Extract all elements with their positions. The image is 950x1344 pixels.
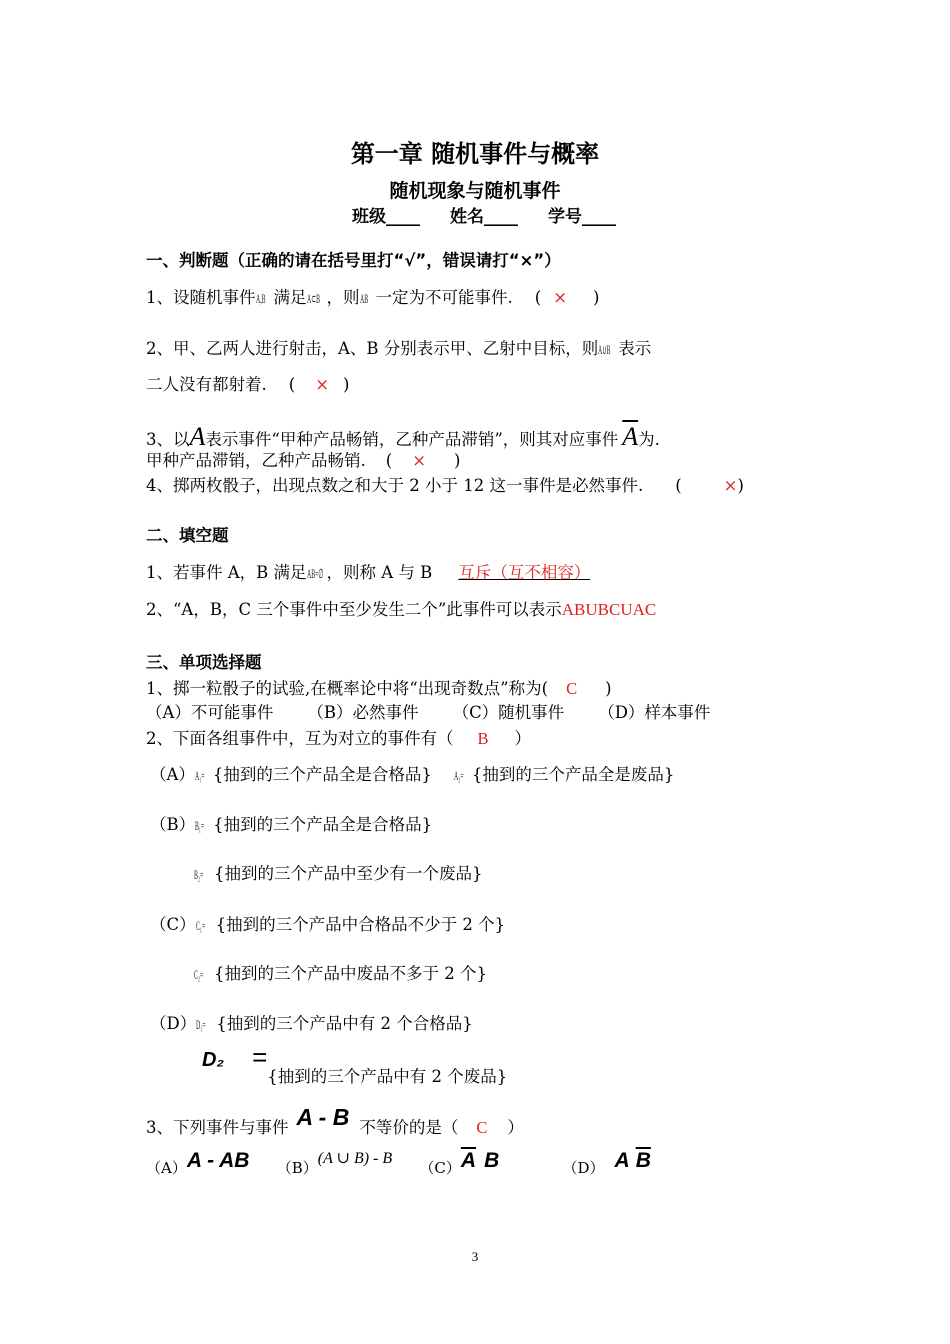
choice-answer: C <box>566 679 578 698</box>
choice-q2-option-b2: B₂= {抽到的三个产品中至少有一个废品} <box>194 863 483 886</box>
answer-mark: × <box>315 375 330 394</box>
option-b: （B）必然事件 <box>307 703 419 722</box>
expr-B-bar: $\overline{B}$ <box>635 1149 651 1172</box>
event-A-symbol: A <box>189 422 206 451</box>
choice-q3: 3、下列事件与事件 A - B 不等价的是（ C ） <box>146 1104 524 1137</box>
page-subtitle: 随机现象与随机事件 <box>389 180 561 202</box>
choice-q1-options <box>146 702 710 724</box>
section-heading-fill-in: 二、填空题 <box>146 526 229 545</box>
formula-glyph: AB=∅ <box>306 566 324 581</box>
fill-answer-blank <box>432 563 596 582</box>
judgement-q1: 1、设随机事件A,B 满足A⊂B ，则AB 一定为不可能事件. ( × ) <box>146 287 599 310</box>
fill-q2: 2、“A，B，C 三个事件中至少发生二个”此事件可以表示ABUBCUAC <box>146 600 657 619</box>
choice-q2-option-c1: （C）C₁= {抽到的三个产品中合格品不少于 2 个} <box>150 914 505 937</box>
section-heading-judgement: 一、判断题（正确的请在括号里打“√”，错误请打“×”） <box>146 251 561 270</box>
judgement-q2-line1: 2、甲、乙两人进行射击，A、B 分别表示甲、乙射中目标，则A∪B 表示 <box>146 338 651 361</box>
expr-A-minus-B: A - B <box>296 1104 350 1130</box>
expr-B: B <box>484 1149 500 1172</box>
option-c: （C）随机事件 <box>452 703 565 722</box>
answer-mark: × <box>723 476 738 495</box>
choice-q2-option-c2: C₂= {抽到的三个产品中废品不多于 2 个} <box>194 963 487 986</box>
formula-glyph: B₁= <box>195 818 205 833</box>
formula-glyph: A⊂B <box>306 291 320 306</box>
formula-glyph: B₂= <box>194 867 204 882</box>
formula-glyph: A,B <box>255 291 266 306</box>
choice-q2: 2、下面各组事件中，互为对立的事件有（ B ） <box>146 729 532 748</box>
judgement-q2-line2: 二人没有都射着. ( × ) <box>146 375 350 394</box>
option-a: （A）不可能事件 <box>146 703 274 722</box>
name-field-label: 姓名____ <box>450 207 518 227</box>
event-A-bar-symbol: $\overline{A}$ <box>622 422 639 451</box>
expr-A-bar: $\overline{A}$ <box>460 1149 477 1172</box>
student-id-field-label: 学号____ <box>548 207 616 227</box>
fill-answer: 互斥（互不相容） <box>458 563 591 582</box>
equals-sign: = <box>252 1042 268 1072</box>
choice-q2-option-a: （A）A₁= {抽到的三个产品全是合格品} A₂= {抽到的三个产品全是废品} <box>150 764 674 787</box>
choice-q2-option-b1: （B）B₁= {抽到的三个产品全是合格品} <box>150 814 432 837</box>
formula-glyph: C₁= <box>195 918 205 933</box>
answer-mark: × <box>412 451 427 470</box>
formula-glyph: A₁= <box>194 768 205 783</box>
formula-glyph: A₂= <box>453 768 464 783</box>
student-info <box>352 202 616 227</box>
choice-q2-option-d2: D₂ ={抽到的三个产品中有 2 个废品} <box>202 1042 508 1086</box>
judgement-q3-line2: 甲种产品滞销，乙种产品畅销. ( × ) <box>146 451 461 470</box>
page-title: 第一章 随机事件与概率 <box>350 140 600 168</box>
section-heading-single-choice: 三、单项选择题 <box>146 653 262 672</box>
answer-mark: × <box>553 288 568 307</box>
class-field-label: 班级____ <box>352 207 420 227</box>
expr-A-minus-AB: A - AB <box>186 1149 250 1172</box>
fill-answer: ABUBCUAC <box>561 600 657 619</box>
judgement-q3-line1: 3、以A表示事件“甲种产品畅销，乙种产品滞销”，则其对应事件 $\overline{A}$为. <box>146 422 660 451</box>
formula-glyph: D₁= <box>196 1017 206 1032</box>
option-d: （D）样本事件 <box>598 703 711 722</box>
judgement-q4: 4、掷两枚骰子，出现点数之和大于 2 小于 12 这一事件是必然事件. ( ×) <box>146 476 744 495</box>
choice-answer: B <box>477 729 489 748</box>
formula-glyph: C₂= <box>194 967 204 982</box>
choice-answer: C <box>476 1118 488 1137</box>
formula-glyph: AB <box>359 291 368 306</box>
formula-glyph: A∪B <box>598 342 611 357</box>
fill-q1: 1、若事件 A，B 满足AB=∅ ，则称 A 与 B 互斥（互不相容） <box>146 562 596 585</box>
expr-A-union-B-minus-B: (A ∪ B) - B <box>317 1150 393 1167</box>
expr-A: A <box>614 1149 630 1172</box>
choice-q1: 1、掷一粒骰子的试验,在概率论中将“出现奇数点”称为( C ) <box>146 679 612 698</box>
math-symbol-D2: D₂ <box>202 1049 225 1071</box>
choice-q2-option-d1: （D）D₁= {抽到的三个产品中有 2 个合格品} <box>150 1013 473 1036</box>
page-number: 3 <box>471 1249 479 1264</box>
choice-q3-options: （A）A - AB （B）(A ∪ B) - B $(C)\overline{A}$ B （D） A $\overline{B}$ <box>146 1149 651 1177</box>
